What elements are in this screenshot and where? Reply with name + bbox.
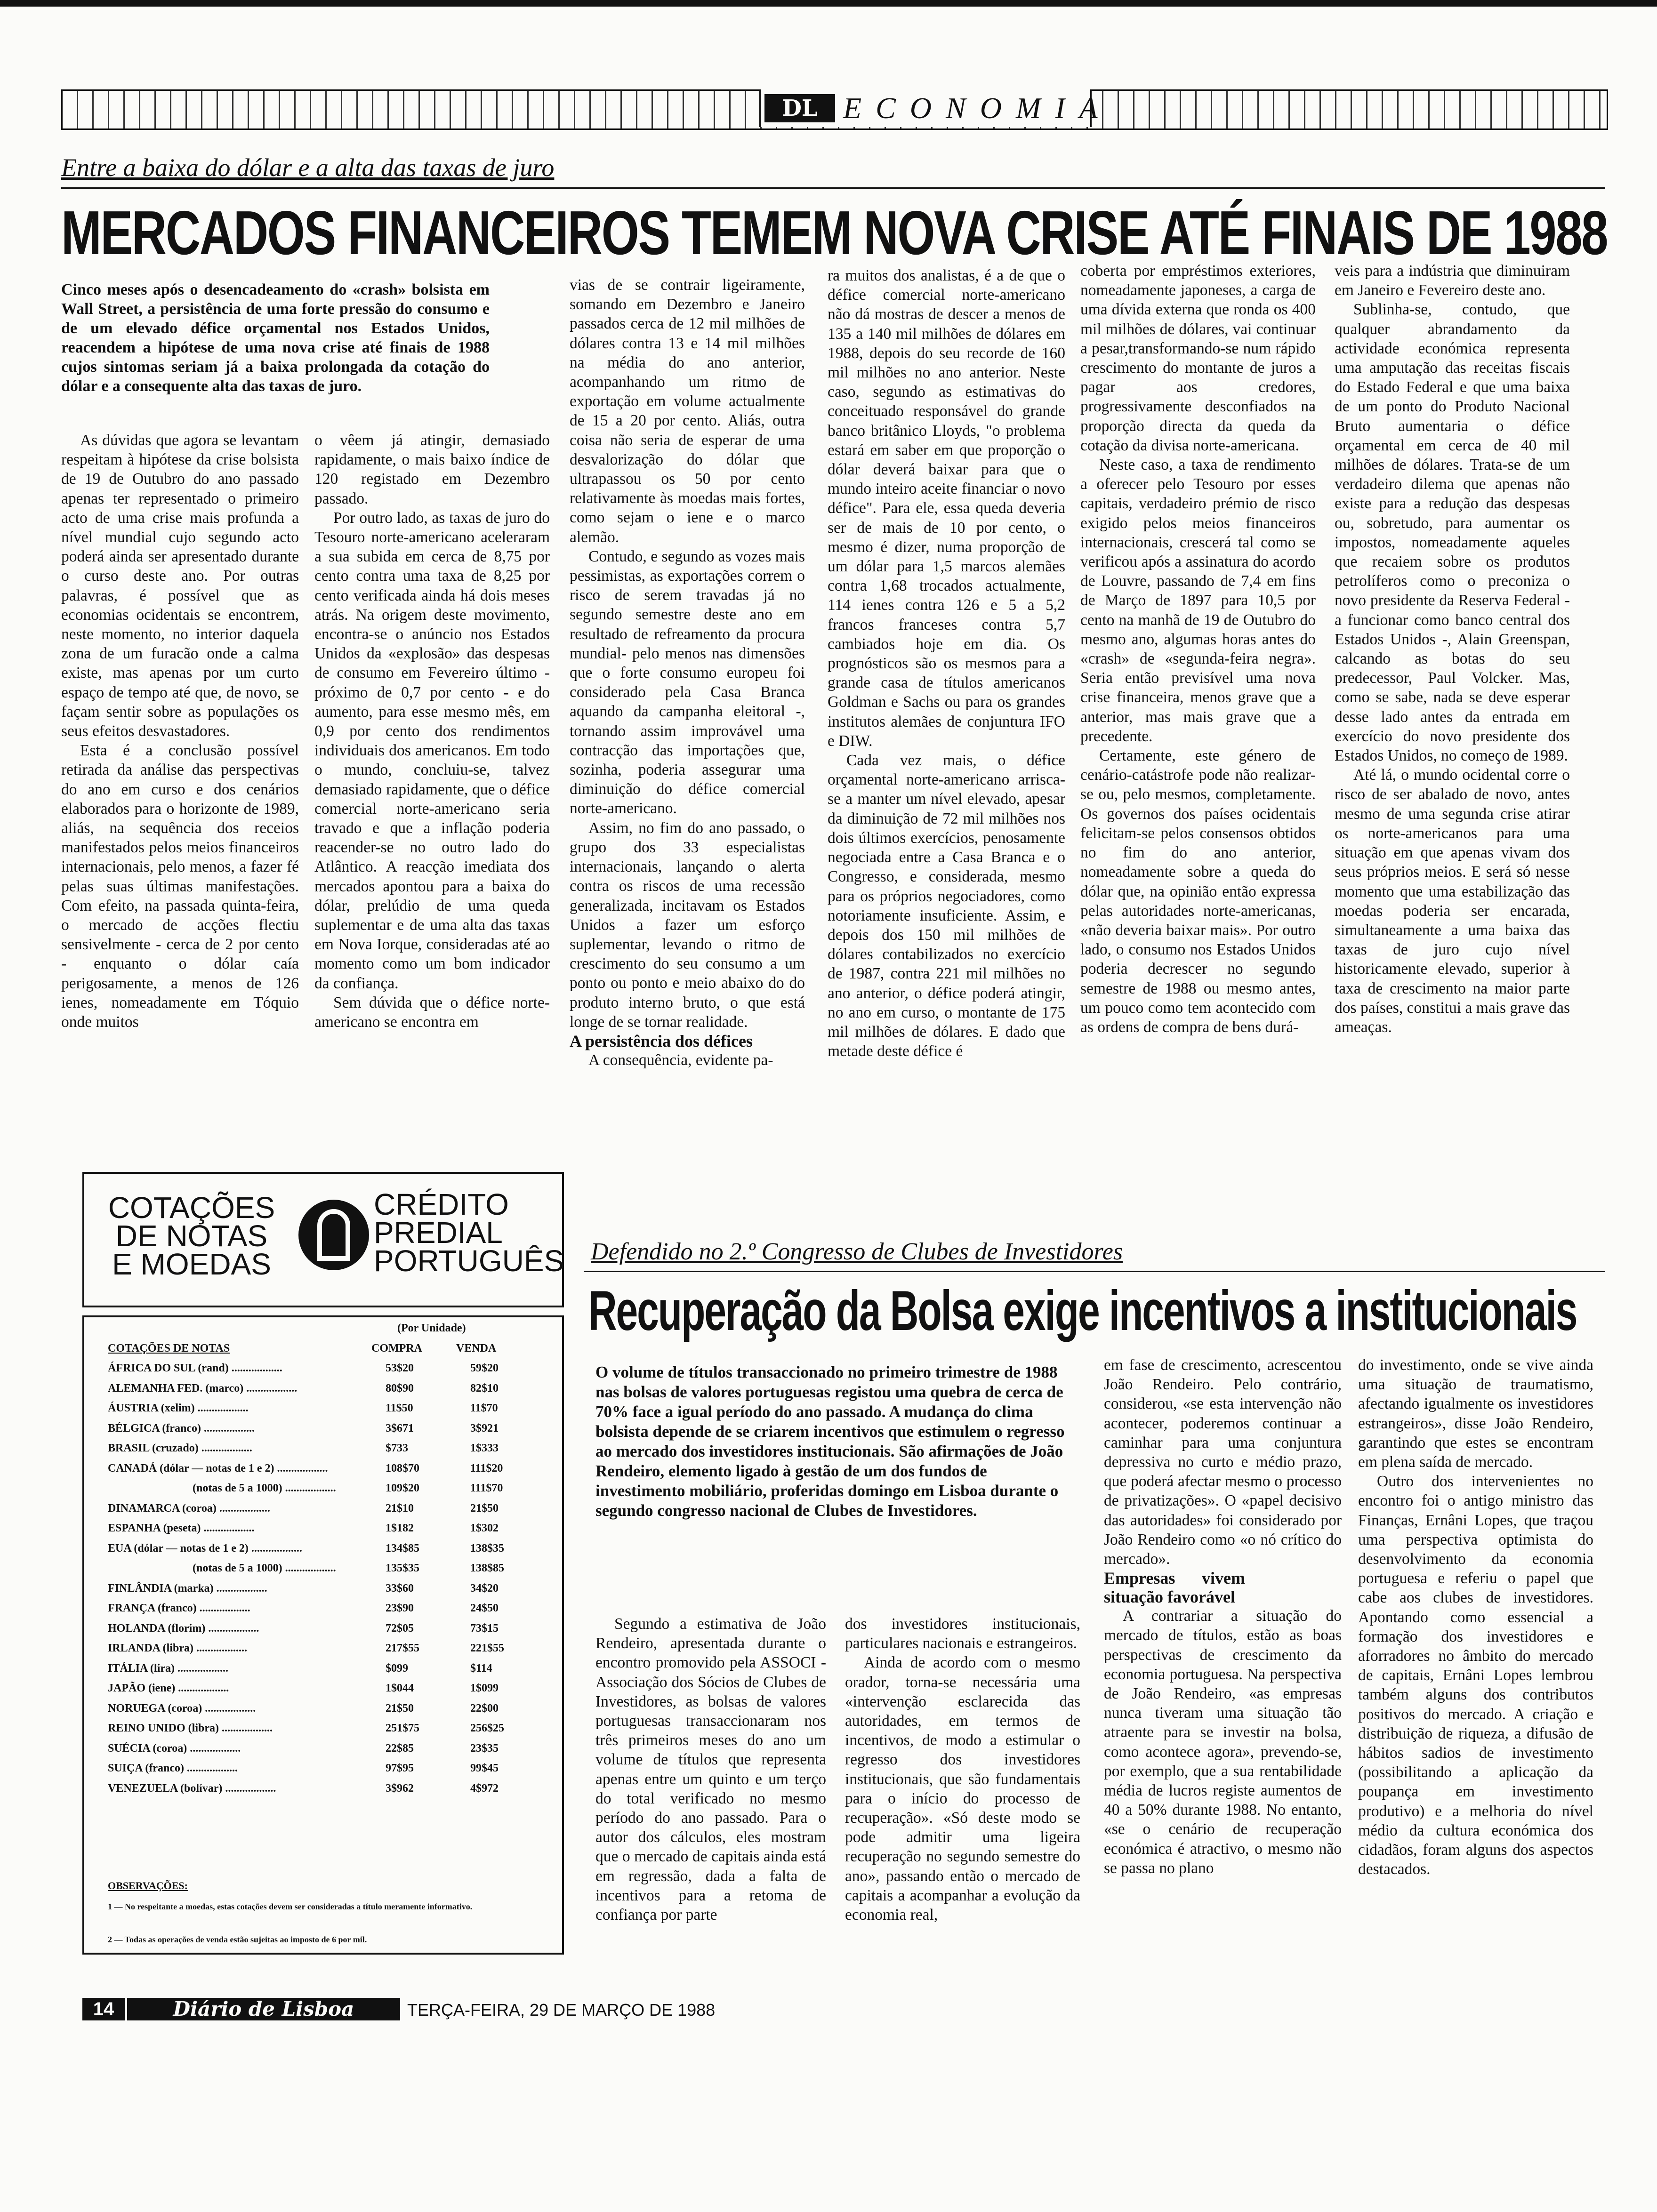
currency-cell — [108, 1759, 371, 1779]
paragraph: Sem dúvida que o défice norte-americano se encontra em — [314, 994, 550, 1031]
paragraph: A contrariar a situação do mercado de títulos, estão as boas perspectivas de crescimento da economia portuguesa. Na perspectiva de João Rendeiro, «as empresas nunca tiveram uma situação tão atraente para se investir na bolsa, como acontece agora», prevendo-se, por exemplo, que a sua rentabilidade média de lucros registe aumentos de 40 a 50% durante 1988. No entanto, «se o cenário de recuperação económica é atractivo, o mesmo não se passa no plano — [1104, 1607, 1342, 1877]
sell-cell: 138$85 — [470, 1562, 504, 1575]
paragraph: Até lá, o mundo ocidental corre o risco de ser abalado de novo, antes mesmo de uma segunda crise atirar os norte-americanos para uma situação em que apenas vivam dos seus próprios meios. E será só nesse momento que uma estabilização das moedas poderia ser encarada, simultaneamente a uma baixa das taxas de juro cujo nível historicamente elevado, superior à taxa de crescimento na maior parte dos países, constitui a mais grave das ameaças. — [1335, 766, 1570, 1036]
paragraph: ra muitos dos analistas, é a de que o défice comercial norte-americano não dá mostras de descer a menos de 135 a 140 mil milhões de dólares em 1988, depois do seu recorde de 160 mil milhões no ano anterior. Neste caso, segundo as estimativas do conceituado responsável do grande banco britânico Lloyds, "o problema estará em saber em que proporção o dólar deverá baixar para que o mundo inteiro aceite financiar o novo défice". Para ele, essa queda deveria ser de mais de 10 por cento, o mesmo é dizer, numa proporção de um dólar para 1,5 marcos alemães contra 1,68 trocados actualmente, 114 ienes contra 126 e 5 a 5,2 francos franceses contra 5,7 cambiados hoje em dia. Os prognósticos são os mesmos para a grande casa de títulos americanos Goldman e Sachs ou para os grandes institutos alemães de conjuntura IFO e DIW. — [828, 267, 1065, 750]
kicker-rule-2 — [584, 1271, 1605, 1272]
paragraph: Ainda de acordo com o mesmo orador, torna-se necessária uma «intervenção esclarecida das autoridades, em termos de incentivos, de modo a estimular o regresso dos investidores institucionais, que são fundamentais para o início do processo de recuperação». «Só deste modo se pode admitir uma ligeira recuperação no segundo semestre do ano», passando então o mercado de capitais a acompanhar a evolução da economia real, — [845, 1654, 1080, 1924]
article1-kicker: Entre a baixa do dólar e a alta das taxas de juro — [61, 153, 555, 182]
paragraph: veis para a indústria que diminuiram em Janeiro e Fevereiro deste ano. — [1335, 262, 1570, 299]
buy-cell: 21$50 — [386, 1702, 414, 1715]
buy-cell: 135$35 — [386, 1562, 419, 1575]
sell-cell: 22$00 — [470, 1702, 499, 1715]
sell-cell: 82$10 — [470, 1382, 499, 1395]
subheading: Empresas vivem situação favorável — [1104, 1569, 1245, 1607]
leader-dots: .................. — [243, 1382, 298, 1395]
kicker-rule — [61, 187, 1605, 189]
sell-cell: 256$25 — [470, 1722, 504, 1735]
currency-name: (notas de 5 a 1000) — [193, 1482, 282, 1495]
currency-name: ÁUSTRIA (xelim) — [108, 1402, 195, 1415]
paragraph: Assim, no fim do ano passado, o grupo dos 33 especialistas internacionais, lançando o alerta contra os riscos de uma recessão generalizada, incitavam os Estados Unidos a fazer um esforço suplementar, levando o ritmo de crescimento do seu consumo a um ponto ou ponto e meio abaixo do do produto interno bruto, o que está longe de se tornar realidade. — [570, 819, 805, 1031]
paragraph: vias de se contrair ligeiramente, somando em Dezembro e Janeiro passados cerca de 12 mil milhões de dólares contra 13 e 14 mil milhões na média do ano anterior, acompanhando um ritmo de exportação em volume actualmente de 15 a 20 por cento. Aliás, outra coisa não seria de esperar de uma desvalorização do dólar que ultrapassou os 50 por cento relativamente às moedas mais fortes, como sejam o iene e o marco alemão. — [570, 276, 805, 546]
article1-lead: Cinco meses após o desencadeamento do «crash» bolsista em Wall Street, a persistência de uma forte pressão do consumo e de um elevado défice orçamental nos Estados Unidos, reacendem a hipótese de uma nova crise até finais de 1988 cujos sintomas seriam já a baixa prolongada da cotação do dólar e a consequente alta das taxas de juro. — [61, 281, 490, 395]
leader-dots: .................. — [193, 1642, 248, 1655]
article1-column-4 — [828, 266, 1065, 1061]
currency-cell — [108, 1378, 371, 1399]
buy-cell: 108$70 — [386, 1462, 419, 1475]
table-row — [108, 1559, 541, 1579]
currency-cell — [108, 1639, 371, 1659]
currency-name: FRANÇA (franco) — [108, 1602, 197, 1615]
sell-cell: 59$20 — [470, 1362, 499, 1375]
sell-cell: 4$972 — [470, 1782, 499, 1795]
table-row — [108, 1659, 541, 1679]
currency-name: DINAMARCA (coroa) — [108, 1502, 217, 1515]
table-row — [108, 1699, 541, 1719]
leader-dots: .................. — [201, 1522, 255, 1535]
cpp-logo-icon — [298, 1200, 369, 1270]
buy-cell: $733 — [386, 1442, 408, 1455]
sell-cell: 24$50 — [470, 1602, 499, 1615]
header-buy: COMPRA — [371, 1342, 422, 1354]
section-banner — [61, 89, 1608, 130]
currency-cell — [108, 1539, 371, 1559]
buy-cell: 33$60 — [386, 1582, 414, 1595]
paragraph: Esta é a conclusão possível retirada da análise das perspectivas do ano em curso e dos cenários elaborados para o horizonte de 1989, aliás, na sequência dos receios manifestados pelos meios financeiros internacionais, pelo menos, a fazer fé pelas suas últimas manifestações. Com efeito, na passada quinta-feira, o mercado de acções flectiu sensivelmente - cerca de 2 por cento - enquanto o dólar caía perigosamente, a menos de 126 ienes, nomeadamente em Tóquio onde muitos — [61, 742, 299, 1031]
table-row — [108, 1539, 541, 1559]
buy-cell: 21$10 — [386, 1502, 414, 1515]
article2-kicker: Defendido no 2.º Congresso de Clubes de Investidores — [591, 1238, 1123, 1265]
paragraph: Sublinha-se, contudo, que qualquer abrandamento da actividade económica representa uma amputação das receitas fiscais do Estado Federal e que uma baixa de um ponto do Produto Nacional Bruto aumentaria o défice orçamental em cerca de 40 mil milhões de dólares. Trata-se de um verdadeiro dilema que apenas não existe para a redução das despesas ou, sobretudo, para aumentar os impostos, nomeadamente aqueles que recaiem sobre os produtos petrolíferos como o preconiza o novo presidente da Reserva Federal - a funcionar como banco central dos Estados Unidos -, Alain Greenspan, calcando as botas do seu predecessor, Paul Volcker. Mas, como se sabe, nada se deve esperar desse lado antes da entrada em exercício do novo presidente dos Estados Unidos, no começo de 1989. — [1335, 301, 1570, 765]
currency-cell — [108, 1439, 371, 1459]
notes-title: OBSERVAÇÕES: — [108, 1880, 188, 1891]
buy-cell: 53$20 — [386, 1362, 414, 1375]
currency-name: (notas de 5 a 1000) — [193, 1562, 282, 1575]
currency-name: ALEMANHA FED. (marco) — [108, 1382, 244, 1395]
table-row — [108, 1679, 541, 1699]
table-row — [108, 1439, 541, 1459]
sell-cell: 1$333 — [470, 1442, 499, 1455]
sell-cell: 23$35 — [470, 1742, 499, 1755]
article2-headline: Recuperação da Bolsa exige incentivos a institucionais — [588, 1279, 1577, 1342]
leader-dots: .................. — [282, 1482, 336, 1495]
leader-dots: .................. — [184, 1762, 238, 1775]
sell-cell: 11$70 — [470, 1402, 498, 1415]
buy-cell: 1$182 — [386, 1522, 414, 1535]
leader-dots: .................. — [202, 1702, 256, 1715]
currency-cell — [108, 1479, 371, 1499]
paragraph: em fase de crescimento, acrescentou João Rendeiro. Pelo contrário, considerou, «se esta intervenção não acontecer, poderemos continuar a caminhar para uma conjuntura depressiva no curto e médio prazo, que poderá afectar mesmo o processo de privatizações». O «papel decisivo das autoridades» foi considerado por João Rendeiro como «o nó crítico do mercado». — [1104, 1356, 1342, 1568]
masthead: Diário de Lisboa — [127, 1998, 400, 2020]
buy-cell: 251$75 — [386, 1722, 419, 1735]
buy-cell: 23$90 — [386, 1602, 414, 1615]
currency-cell — [108, 1559, 371, 1579]
currency-name: ÁFRICA DO SUL (rand) — [108, 1362, 229, 1375]
per-unit-label: (Por Unidade) — [397, 1322, 466, 1334]
currency-cell — [108, 1419, 371, 1439]
currency-name: EUA (dólar — notas de 1 e 2) — [108, 1542, 249, 1555]
leader-dots: .................. — [198, 1442, 252, 1455]
paragraph: Certamente, este género de cenário-catástrofe pode não realizar-se ou, pelo mesmos, completamente. Os governos dos países ocidentais felicitam-se pelos consensos obtidos no fim do ano anterior, nomeadamente sobre a queda do dólar que, na opinião então expressa pelas autoridades norte-americanas, «não deveria baixar mais». Por outro lado, o consumo nos Estados Unidos poderia decrescer no segundo semestre de 1988 ou mesmo antes, um pouco como tem acontecido com as ordens de compra de bens durá- — [1080, 747, 1316, 1036]
leader-dots: .................. — [187, 1742, 241, 1755]
buy-cell: 11$50 — [386, 1402, 413, 1415]
footer — [82, 1998, 1165, 2021]
sell-cell: 3$921 — [470, 1422, 499, 1435]
currency-cell — [108, 1719, 371, 1739]
currency-name: HOLANDA (florim) — [108, 1622, 206, 1635]
paragraph: Por outro lado, as taxas de juro do Tesouro norte-americano aceleraram a sua subida em cerca de 8,75 por cento contra uma taxa de 8,25 por cento verificada ainda há dois meses atrás. Na origem deste movimento, encontra-se o anúncio nos Estados Unidos da «explosão» das despesas de consumo em Fevereiro último - próximo de 0,7 por cento - e do aumento, para esse mesmo mês, em 0,9 por cento dos rendimentos individuais dos americanos. Em todo o mundo, concluiu-se, talvez demasiado rapidamente, que o défice comercial norte-americano seria travado e que a inflação poderia reacender-se no outro lado do Atlântico. A reacção imediata dos mercados apontou para a baixa do dólar, prelúdio de uma queda suplementar e de uma alta das taxas em Nova Iorque, consideradas até ao momento como um bom indicador da confiança. — [314, 509, 550, 992]
article2-column-4 — [1358, 1355, 1593, 1879]
buy-cell: 72$05 — [386, 1622, 414, 1635]
currency-name: CANADÁ (dólar — notas de 1 e 2) — [108, 1462, 274, 1475]
leader-dots: .................. — [201, 1422, 255, 1435]
leader-dots: .................. — [274, 1462, 328, 1475]
currency-name: BRASIL (cruzado) — [108, 1442, 199, 1455]
buy-cell: 3$962 — [386, 1782, 414, 1795]
table-row — [108, 1599, 541, 1619]
currency-name: NORUEGA (coroa) — [108, 1702, 202, 1715]
paragraph: Contudo, e segundo as vozes mais pessimistas, as exportações correm o risco de serem travadas já no segundo semestre deste ano em resultado de refreamento da procura mundial- pelo menos nas dimensões que o forte consumo europeu foi considerado pela Casa Branca aquando da campanha eleitoral -, tornando assim improvável uma contracção das importações que, sozinha, poderia assegurar uma diminuição do défice comercial norte-americano. — [570, 547, 805, 817]
article1-column-6 — [1335, 261, 1570, 1037]
currency-cell — [108, 1679, 371, 1699]
currency-cell — [108, 1499, 371, 1519]
currency-name: SUÉCIA (coroa) — [108, 1742, 187, 1755]
currency-name: REINO UNIDO (libra) — [108, 1722, 219, 1735]
sell-cell: 99$45 — [470, 1762, 499, 1775]
section-label — [759, 89, 1112, 127]
table-row — [108, 1719, 541, 1739]
article1-column-5 — [1080, 261, 1316, 1037]
currency-name: ESPANHA (peseta) — [108, 1522, 201, 1535]
table-row — [108, 1419, 541, 1439]
sell-cell: 111$70 — [470, 1482, 503, 1495]
table-row — [108, 1579, 541, 1599]
buy-cell: $099 — [386, 1662, 408, 1675]
article2-column-2 — [845, 1614, 1080, 1924]
sell-cell: 73$15 — [470, 1622, 499, 1635]
quotes-box-title: COTAÇÕES DE NOTAS E MOEDAS — [108, 1191, 275, 1281]
currency-cell — [108, 1779, 371, 1799]
paragraph: dos investidores institucionais, particulares nacionais e estrangeiros. — [845, 1615, 1080, 1652]
currency-cell — [108, 1699, 371, 1719]
leader-dots: .................. — [175, 1662, 229, 1675]
paragraph: A consequência, evidente pa- — [588, 1051, 773, 1069]
leader-dots: .................. — [248, 1542, 302, 1555]
currency-name: IRLANDA (libra) — [108, 1642, 194, 1655]
currency-cell — [108, 1459, 371, 1479]
leader-dots: .................. — [213, 1582, 267, 1595]
buy-cell: 1$044 — [386, 1682, 414, 1695]
top-border — [0, 0, 1657, 7]
buy-cell: 217$55 — [386, 1642, 419, 1655]
article1-column-2 — [314, 431, 550, 1032]
currency-name: FINLÂNDIA (marka) — [108, 1582, 214, 1595]
leader-dots: .................. — [228, 1362, 282, 1375]
table-row — [108, 1459, 541, 1479]
leader-dots: .................. — [219, 1722, 273, 1735]
sponsor-name: CRÉDITO PREDIAL PORTUGUÊS — [374, 1187, 564, 1278]
leader-dots: .................. — [175, 1682, 229, 1695]
currency-cell — [108, 1599, 371, 1619]
page-number: 14 — [82, 1998, 125, 2020]
buy-cell: 22$85 — [386, 1742, 414, 1755]
paragraph: Segundo a estimativa de João Rendeiro, apresentada durante o encontro promovido pela ASSOCI - Associação dos Sócios de Clubes de Investidores, as bolsas de valores portuguesas transaccionaram nos três primeiros meses do ano um volume de títulos que representa apenas entre um quinto e um terço do total verificado no mesmo período do ano passado. Para o autor dos cálculos, eles mostram que o mercado de capitais ainda está em regressão, dada a falta de incentivos para a retoma de confiança por parte — [595, 1615, 826, 1924]
subheading: A persistência dos défices — [570, 1031, 753, 1050]
note-1: 1 — No respeitante a moedas, estas cotações devem ser consideradas a título meramente informativo. — [108, 1902, 473, 1911]
table-row — [108, 1359, 541, 1379]
paragraph: Cada vez mais, o défice orçamental norte-americano arrisca-se a manter um nível elevado, apesar da diminuição de 72 mil milhões nos dois últimos exercícios, penosamente negociada entre a Casa Branca e o Congresso, e considerada, mesmo para os próprios negociadores, como notoriamente insuficiente. Assim, e depois dos 150 mil milhões de dólares contabilizados no exercício de 1987, contra 221 mil milhões no ano anterior, o défice poderá atingir, no ano em curso, o montante de 175 mil milhões de dólares. E dado que metade deste défice é — [828, 752, 1065, 1060]
table-row — [108, 1619, 541, 1639]
table-row — [108, 1779, 541, 1799]
article1-column-3 — [570, 275, 805, 1070]
table-row — [108, 1759, 541, 1779]
table-row — [108, 1739, 541, 1759]
paragraph: Neste caso, a taxa de rendimento a oferecer pelo Tesouro por esses capitais, verdadeiro prémio de risco exigido pelos meios financeiros internacionais, crescerá tal como se verificou após a assinatura do acordo de Louvre, passando de 7,4 em fins de Março de 1897 para 10,5 por cento na manhã de 19 de Outubro do mesmo ano, algumas horas antes do «crash» de «segunda-feira negra». Seria então previsível uma nova crise financeira, menos grave que a anterior, mas mais grave que a precedente. — [1080, 456, 1316, 745]
sell-cell: 138$35 — [470, 1542, 504, 1555]
quotes-box-header — [82, 1172, 564, 1307]
table-row — [108, 1499, 541, 1519]
sell-cell: $114 — [470, 1662, 492, 1675]
buy-cell: 3$671 — [386, 1422, 414, 1435]
currency-name: SUIÇA (franco) — [108, 1762, 184, 1775]
header-sell: VENDA — [456, 1342, 497, 1354]
buy-cell: 109$20 — [386, 1482, 419, 1495]
section-name: ECONOMIA — [843, 91, 1112, 125]
leader-dots: .................. — [282, 1562, 336, 1575]
currency-cell — [108, 1659, 371, 1679]
paragraph: As dúvidas que agora se levantam respeitam à hipótese da crise bolsista de 19 de Outubro do ano passado apenas ter representado o primeiro acto de uma crise mais profunda a nível mundial cujo segundo acto poderá ainda ser apresentado durante o curso deste ano. Por outras palavras, é possível que as economias ocidentais se encontrem, neste momento, no interior daquela zona de um furacão onde a calma existe, mas apenas por um curto espaço de tempo até que, de novo, se façam sentir sobre as populações os seus efeitos desvastadores. — [61, 432, 299, 740]
paragraph: o vêem já atingir, demasiado rapidamente, o mais baixo índice de 120 registado em Dezembro passado. — [314, 432, 550, 507]
table-row — [108, 1479, 541, 1499]
currency-cell — [108, 1739, 371, 1759]
sell-cell: 34$20 — [470, 1582, 499, 1595]
currency-name: JAPÃO (iene) — [108, 1682, 176, 1695]
dl-logo: DL — [764, 94, 835, 122]
table-header-row — [108, 1338, 541, 1359]
leader-dots: .................. — [222, 1782, 276, 1795]
sell-cell: 1$099 — [470, 1682, 499, 1695]
leader-dots: .................. — [196, 1602, 250, 1615]
table-row — [108, 1378, 541, 1399]
sell-cell: 111$20 — [470, 1462, 503, 1475]
issue-date: TERÇA-FEIRA, 29 DE MARÇO DE 1988 — [407, 2000, 716, 2020]
sell-cell: 221$55 — [470, 1642, 504, 1655]
currency-cell — [108, 1579, 371, 1599]
quotes-table-body — [108, 1359, 541, 1799]
sell-cell: 21$50 — [470, 1502, 499, 1515]
leader-dots: .................. — [205, 1622, 259, 1635]
article1-column-1 — [61, 431, 299, 1032]
currency-cell — [108, 1399, 371, 1419]
leader-dots: .................. — [194, 1402, 249, 1415]
article2-lead: O volume de títulos transaccionado no primeiro trimestre de 1988 nas bolsas de valores portuguesas registou uma quebra de cerca de 70% face a igual período do ano passado. A mudança do clima bolsista depende de se criarem incentivos que estimulem o regresso ao mercado dos investidores institucionais. São afirmações de João Rendeiro, elemento ligado à gestão de um dos fundos de investimento mobiliário, proferidas domingo em Lisboa durante o segundo congresso nacional de Clubes de Investidores. — [595, 1363, 1065, 1520]
header-currency: COTAÇÕES DE NOTAS — [108, 1342, 230, 1354]
table-row — [108, 1399, 541, 1419]
paragraph: do investimento, onde se vive ainda uma situação de traumatismo, afectando igualmente os investidores estrangeiros», disse João Rendeiro, garantindo que estes se encontram em plena saída de mercado. — [1358, 1356, 1593, 1471]
quotes-table — [108, 1338, 541, 1799]
leader-dots: .................. — [216, 1502, 270, 1515]
paragraph: Outro dos intervenientes no encontro foi o antigo ministro das Finanças, Ernâni Lopes, que traçou uma perspectiva optimista do desenvolvimento da economia portuguesa e referiu o papel que cabe aos clubes de investidores. Apontando como essencial a formação dos investidores e aforradores no âmbito do mercado de capitais, Ernâni Lopes lembrou também alguns dos contributos positivos do mercado. A criação e distribuição de riqueza, a difusão de hábitos sadios de investimento (possibilitando a aplicação da poupança em investimento produtivo) e a melhoria do nível médio da cultura económica dos cidadãos, foram alguns dos aspectos destacados. — [1358, 1473, 1593, 1878]
buy-cell: 97$95 — [386, 1762, 414, 1775]
currency-name: BÉLGICA (franco) — [108, 1422, 201, 1435]
table-row — [108, 1639, 541, 1659]
quotes-table-box — [82, 1315, 564, 1955]
currency-name: VENEZUELA (bolívar) — [108, 1782, 223, 1795]
buy-cell: 80$90 — [386, 1382, 414, 1395]
currency-name: ITÁLIA (lira) — [108, 1662, 175, 1675]
currency-cell — [108, 1359, 371, 1379]
table-row — [108, 1519, 541, 1539]
sell-cell: 1$302 — [470, 1522, 499, 1535]
currency-cell — [108, 1519, 371, 1539]
buy-cell: 134$85 — [386, 1542, 419, 1555]
article1-headline: MERCADOS FINANCEIROS TEMEM NOVA CRISE ATÉ FINAIS DE 1988 — [61, 198, 1608, 267]
paragraph: coberta por empréstimos exteriores, nomeadamente japoneses, a carga de uma dívida externa que ronda os 400 mil milhões de dólares, vai continuar a pesar,transformando-se num rápido crescimento do montante de juros a pagar aos credores, progressivamente desconfiados na proporção directa da queda da cotação da divisa norte-americana. — [1080, 262, 1316, 454]
currency-cell — [108, 1619, 371, 1639]
note-2: 2 — Todas as operações de venda estão sujeitas ao imposto de 6 por mil. — [108, 1935, 367, 1944]
article2-column-3 — [1104, 1355, 1342, 1878]
article2-column-1 — [595, 1614, 826, 1924]
